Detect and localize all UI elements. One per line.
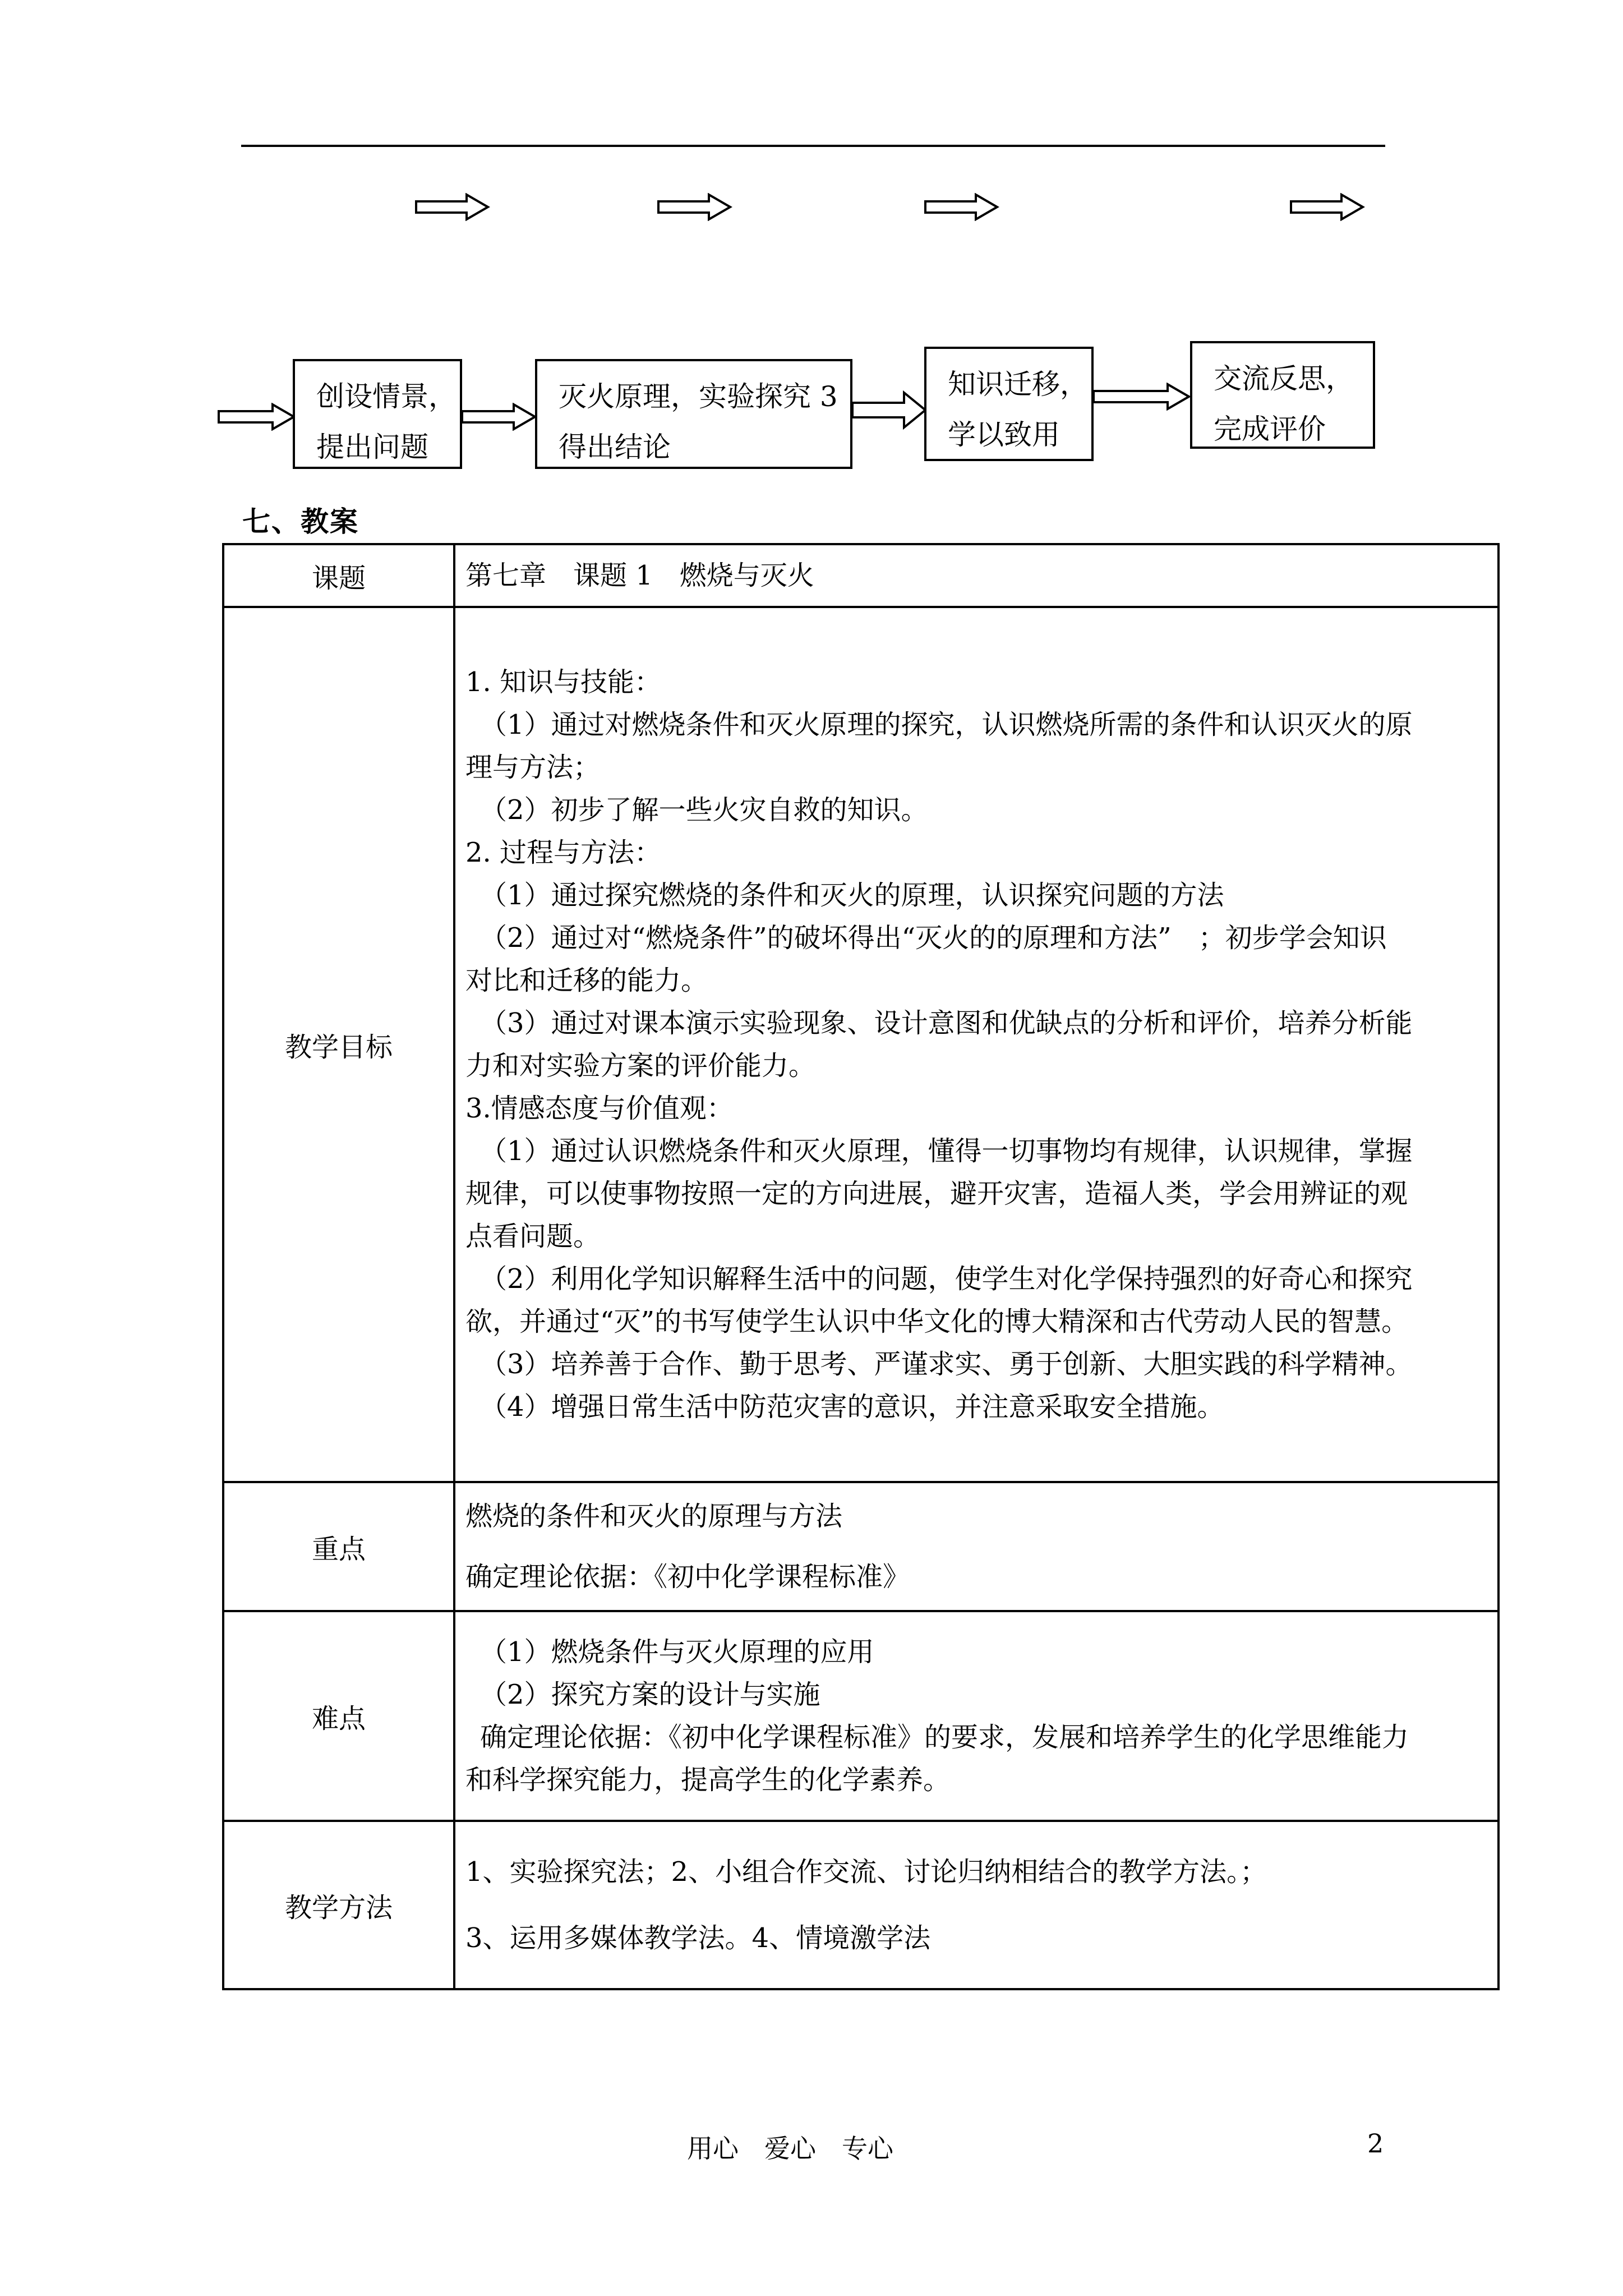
section-heading: 七、教案: [242, 505, 359, 538]
table-row: [223, 1482, 1498, 1611]
flow-step-2: [535, 359, 852, 469]
objectives-line: （2）利用化学知识解释生活中的问题，使学生对化学保持强烈的好奇心和探究: [480, 1263, 1413, 1295]
arrow-right-icon: [461, 403, 537, 431]
table-row: [223, 607, 1498, 1482]
flow-step-3-line2: 学以致用: [948, 418, 1060, 451]
table-row: [223, 1821, 1498, 1989]
flow-step-4-line2: 完成评价: [1214, 413, 1326, 445]
key-points-line: 确定理论依据：《初中化学课程标准》: [465, 1561, 910, 1593]
table-row: [223, 544, 1498, 607]
table-row: [223, 1611, 1498, 1821]
objectives-line: （4）增强日常生活中防范灾害的意识，并注意采取安全措施。: [480, 1391, 1224, 1423]
objectives-line: 1. 知识与技能：: [465, 666, 662, 698]
flow-step-1-line2: 提出问题: [316, 431, 428, 463]
methods-content: [454, 1821, 1498, 1989]
flow-step-3: [924, 347, 1094, 461]
topic-value-text: 第七章 课题 1 燃烧与灭火: [465, 560, 814, 591]
flow-step-4-line1: 交流反思，: [1214, 362, 1354, 395]
key-points-line: 燃烧的条件和灭火的原理与方法: [465, 1501, 843, 1532]
difficulties-content: [454, 1611, 1498, 1821]
flow-step-4: [1190, 341, 1375, 449]
page-number: 2: [1367, 2128, 1384, 2159]
flow-step-2-line2: 得出结论: [559, 431, 671, 463]
objectives-line: （2）初步了解一些火灾自救的知识。: [480, 794, 928, 826]
arrow-right-icon: [1290, 193, 1365, 221]
difficulties-label: 难点: [223, 1611, 454, 1821]
objectives-line: （1）通过对燃烧条件和灭火原理的探究，认识燃烧所需的条件和认识灭火的原: [480, 709, 1413, 740]
arrow-right-icon: [851, 390, 928, 430]
objectives-line: （2）通过对“燃烧条件”的破坏得出“灭火的的原理和方法” ；初步学会知识: [480, 922, 1387, 954]
objectives-line: 3.情感态度与价值观：: [465, 1093, 734, 1124]
methods-line: 3、运用多媒体教学法。4、情境激学法: [465, 1922, 931, 1954]
difficulties-line: 确定理论依据：《初中化学课程标准》的要求，发展和培养学生的化学思维能力: [480, 1722, 1409, 1753]
objectives-line: （3）培养善于合作、勤于思考、严谨求实、勇于创新、大胆实践的科学精神。: [480, 1349, 1413, 1380]
objectives-line: 点看问题。: [465, 1221, 601, 1252]
difficulties-line: （2）探究方案的设计与实施: [480, 1679, 820, 1710]
flow-step-3-line1: 知识迁移，: [948, 368, 1088, 401]
objectives-line: 规律，可以使事物按照一定的方向进展，避开灾害，造福人类，学会用辨证的观: [465, 1178, 1408, 1209]
flow-step-1: [293, 359, 462, 469]
topic-value: [454, 544, 1498, 607]
objectives-content: [454, 607, 1498, 1482]
arrow-right-icon: [1092, 383, 1191, 411]
methods-label: 教学方法: [223, 1821, 454, 1989]
objectives-line: 2. 过程与方法：: [465, 837, 662, 868]
flow-step-1-line1: 创设情景，: [316, 380, 457, 413]
key-points-content: [454, 1482, 1498, 1611]
footer-motto: 用心 爱心 专心: [687, 2133, 893, 2164]
arrow-right-icon: [657, 193, 732, 221]
flow-step-2-line1: 灭火原理，实验探究 3: [559, 380, 838, 413]
topic-label: 课题: [223, 544, 454, 607]
difficulties-line: （1）燃烧条件与灭火原理的应用: [480, 1636, 874, 1668]
objectives-line: （1）通过探究燃烧的条件和灭火的原理，认识探究问题的方法: [480, 880, 1224, 911]
objectives-line: （3）通过对课本演示实验现象、设计意图和优缺点的分析和评价，培养分析能: [480, 1007, 1413, 1039]
objectives-line: 对比和迁移的能力。: [465, 965, 708, 996]
lesson-plan-table: [222, 543, 1500, 1990]
objectives-label: 教学目标: [223, 607, 454, 1482]
arrow-right-icon: [218, 403, 296, 431]
objectives-line: （1）通过认识燃烧条件和灭火原理，懂得一切事物均有规律，认识规律，掌握: [480, 1135, 1413, 1167]
key-points-label: 重点: [223, 1482, 454, 1611]
methods-line: 1、实验探究法；2、小组合作交流、讨论归纳相结合的教学方法。；: [465, 1856, 1267, 1888]
difficulties-line: 和科学探究能力，提高学生的化学素养。: [465, 1764, 951, 1796]
objectives-line: 力和对实验方案的评价能力。: [465, 1050, 816, 1082]
header-rule: [241, 145, 1385, 147]
arrow-right-icon: [415, 193, 490, 221]
arrow-right-icon: [924, 193, 999, 221]
objectives-line: 欲，并通过“灭”的书写使学生认识中华文化的博大精深和古代劳动人民的智慧。: [465, 1306, 1409, 1337]
objectives-line: 理与方法；: [465, 752, 601, 783]
